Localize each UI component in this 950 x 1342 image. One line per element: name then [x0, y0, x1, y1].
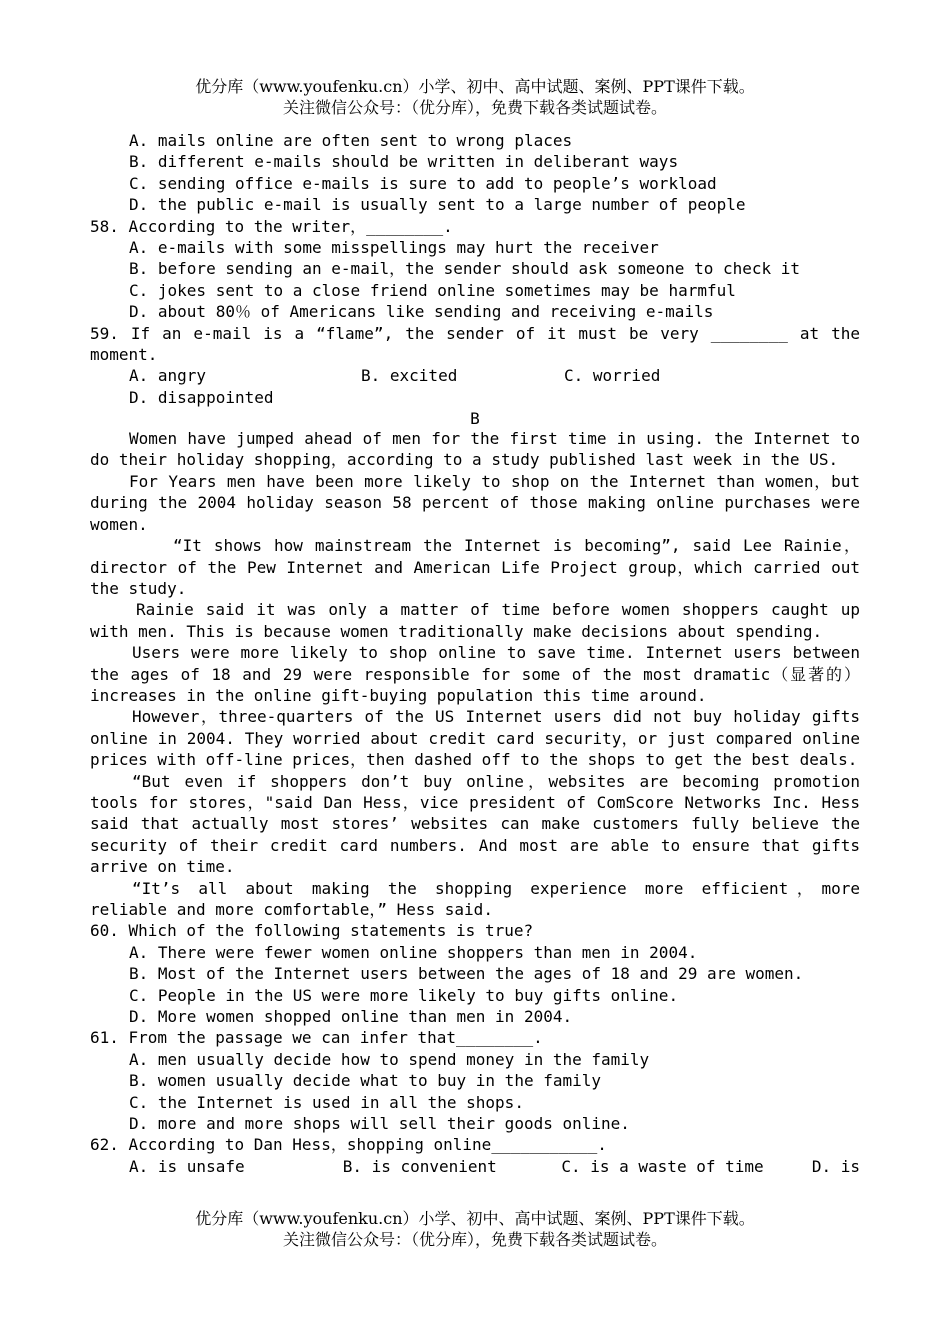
passage-paragraph: Users were more likely to shop online to save time. Internet users between the ages of 18 and 29 were responsible for some of the most dramatic（显著的）increases in the online gift-buying population this time around.: [90, 643, 860, 705]
passage-paragraph: “But even if shoppers don’t buy online，websites are becoming promotion tools for stores，"said Dan Hess，vice president of ComScore Networks Inc. Hess said that actually most stores’ websites can make customers fully believe the security of their credit card numbers. And most are able to ensure that gifts arrive on time.: [90, 771, 860, 877]
passage-paragraph: For Years men have been more likely to shop on the Internet than women，but during the 2004 holiday season 58 percent of those making online purchases were women.: [90, 471, 860, 534]
passage-paragraph: Rainie said it was only a matter of time before women shoppers caught up with men. This is because women traditionally make decisions about spending.: [90, 600, 860, 641]
header-banner: [0, 76, 950, 118]
banner-line-2: 关注微信公众号：（优分库），免费下载各类试题试卷。: [282, 98, 667, 117]
q60-stem: 60. Which of the following statements is true?: [90, 921, 534, 941]
q62-options-row: [90, 1156, 860, 1177]
q62-option-a: A. is unsafe: [129, 1156, 245, 1176]
q58-stem: 58. According to the writer，________.: [90, 216, 453, 236]
q58-option-c: C. jokes sent to a close friend online sometimes may be harmful: [129, 280, 736, 300]
passage-heading: B: [470, 409, 480, 429]
passage-paragraph: “It shows how mainstream the Internet is becoming”, said Lee Rainie，director of the Pew Internet and American Life Project group，which carried out the study.: [90, 536, 860, 598]
banner-line-1: 优分库（www.youfenku.cn）小学、初中、高中试题、案例、PPT课件下载。: [195, 1209, 755, 1228]
q62-option-c: C. is a waste of time: [561, 1156, 764, 1176]
q62-option-d: D. is: [811, 1156, 860, 1176]
footer-banner: [0, 1208, 950, 1250]
q60-option-a: A. There were fewer women online shoppers than men in 2004.: [129, 942, 698, 962]
q60-option-d: D. More women shopped online than men in 2004.: [129, 1006, 573, 1026]
q57-option-c: C. sending office e-mails is sure to add to people’s workload: [129, 173, 717, 193]
q59-stem-line-1: 59. If an e-mail is a “flame”, the sender of it must be very ________ at the: [90, 323, 860, 343]
q59-option-c: C. worried: [564, 366, 661, 386]
q59-option-d: D. disappointed: [129, 387, 274, 407]
q61-option-c: C. the Internet is used in all the shops.: [129, 1092, 524, 1112]
passage-paragraph: However，three-quarters of the US Internet users did not buy holiday gifts online in 2004. They worried about credit card security，or just compared online prices with off-line prices，then dashed off to the shops to get the best deals.: [90, 707, 861, 770]
document-body: [90, 130, 860, 1177]
q61-option-d: D. more and more shops will sell their goods online.: [129, 1113, 630, 1133]
q58-option-d: D. about 80％ of Americans like sending and receiving e-mails: [129, 302, 714, 322]
q62-option-b: B. is convenient: [342, 1156, 497, 1176]
q60-option-c: C. People in the US were more likely to buy gifts online.: [129, 985, 679, 1005]
passage-paragraph: “It’s all about making the shopping experience more efficient，more reliable and more comfortable，” Hess said.: [90, 878, 860, 920]
banner-line-2: 关注微信公众号：（优分库），免费下载各类试题试卷。: [282, 1230, 667, 1249]
q57-option-d: D. the public e-mail is usually sent to a large number of people: [129, 195, 746, 215]
q57-option-a: A. mails online are often sent to wrong places: [129, 131, 573, 150]
q62-stem: 62. According to Dan Hess，shopping online___________.: [90, 1135, 607, 1155]
q61-option-b: B. women usually decide what to buy in the family: [129, 1071, 602, 1091]
q60-option-b: B. Most of the Internet users between the ages of 18 and 29 are women.: [129, 964, 804, 984]
q58-option-a: A. e-mails with some misspellings may hurt the receiver: [129, 237, 659, 257]
banner-line-1: 优分库（www.youfenku.cn）小学、初中、高中试题、案例、PPT课件下载。: [195, 77, 755, 96]
q61-option-a: A. men usually decide how to spend money in the family: [129, 1049, 650, 1069]
q61-stem: 61. From the passage we can infer that________.: [90, 1028, 543, 1048]
passage-paragraph: Women have jumped ahead of men for the first time in using. the Internet to do their holiday shopping，according to a study published last week in the US.: [90, 429, 860, 470]
q59-option-b: B. excited: [361, 366, 458, 386]
q59-option-a: A. angry: [129, 366, 207, 386]
q57-option-b: B. different e-mails should be written in deliberant ways: [129, 152, 679, 172]
q59-stem-line-2: moment.: [90, 344, 158, 364]
q58-option-b: B. before sending an e-mail，the sender should ask someone to check it: [129, 259, 801, 279]
q59-options-row: [90, 365, 860, 386]
